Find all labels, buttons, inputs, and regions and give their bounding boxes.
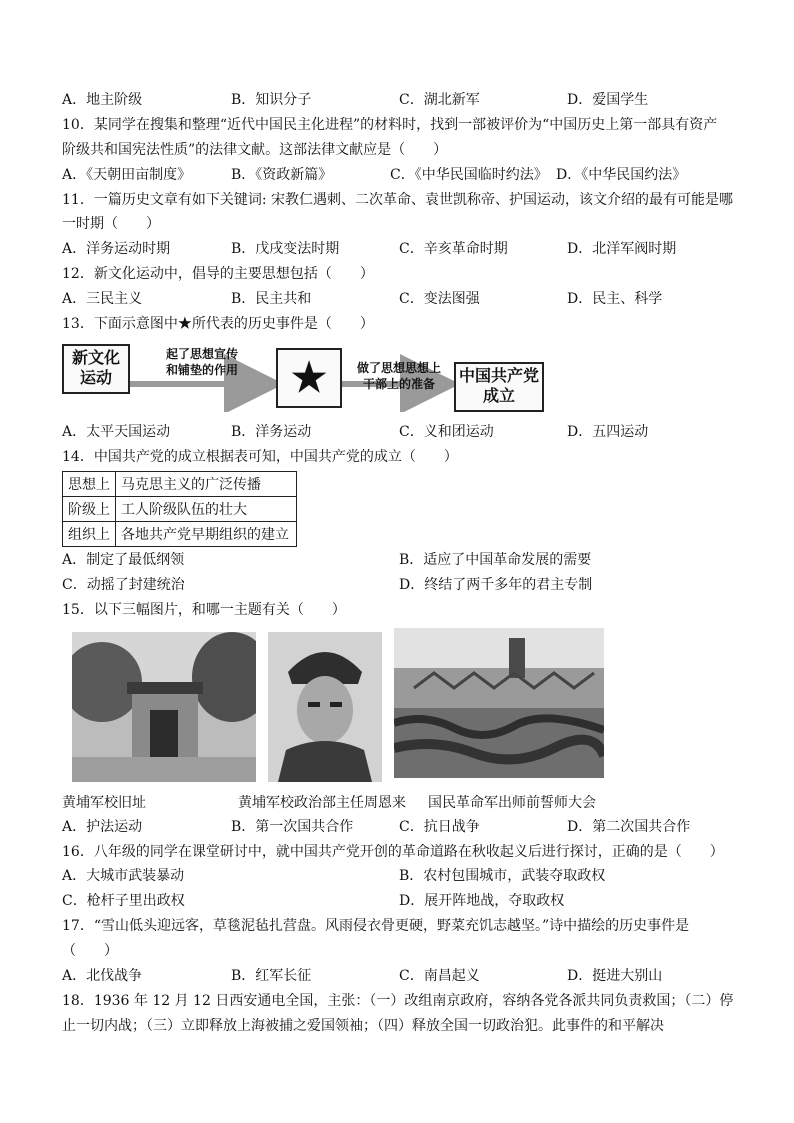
arrow1-label: [142, 346, 262, 378]
q11-option-b: B．戊戌变法时期: [231, 241, 340, 257]
q12-option-d: D．民主、科学: [567, 291, 663, 307]
table-cell: 阶级上: [63, 497, 116, 522]
q12-option-b: B．民主共和: [231, 291, 312, 307]
caption-photo-3: 国民革命军出师前誓师大会: [428, 795, 596, 811]
q15-option-a: A．护法运动: [62, 819, 143, 835]
table-cell: 马克思主义的广泛传播: [116, 472, 297, 497]
q11-option-c: C．辛亥革命时期: [399, 241, 508, 257]
box1-line1: 新文化: [71, 348, 120, 367]
table-row: [63, 497, 297, 522]
q14-stem: 14．中国共产党的成立根据表可知，中国共产党的成立（ ）: [62, 449, 458, 465]
q17-stem-line1: 17．“雪山低头迎远客，草毯泥毡扎营盘。风雨侵衣骨更硬，野菜充饥志越坚。”诗中描绘的历史事件是: [62, 918, 690, 934]
q17-stem-line2: （ ）: [62, 943, 118, 959]
photo-oath-rally: [394, 628, 604, 778]
q9-option-b: B．知识分子: [231, 92, 312, 108]
q9-option-c: C．湖北新军: [399, 92, 480, 108]
table-cell: 各地共产党早期组织的建立: [116, 522, 297, 547]
q16-option-a: A．大城市武装暴动: [62, 868, 185, 884]
q15-stem: 15．以下三幅图片，和哪一主题有关（ ）: [62, 602, 346, 618]
q11-stem-line1: 11．一篇历史文章有如下关键词: 宋教仁遇刺、二次革命、袁世凯称帝、护国运动，该文介绍的最有可能是哪: [62, 192, 733, 208]
q14-option-b: B．适应了中国革命发展的需要: [399, 552, 592, 568]
q13-option-c: C．义和团运动: [399, 424, 494, 440]
q10-option-b: B．《资政新篇》: [231, 167, 333, 183]
q10-stem-line1: 10．某同学在搜集和整理“近代中国民主化进程”的材料时，找到一部被评价为“中国历史上第一部具有资产: [62, 117, 718, 133]
q16-option-b: B．农村包围城市，武装夺取政权: [399, 868, 606, 884]
q16-option-c: C．枪杆子里出政权: [62, 893, 185, 909]
box1-line2: 运动: [79, 368, 112, 387]
q12-option-a: A．三民主义: [62, 291, 143, 307]
box2-line1: 中国共产党: [458, 366, 539, 385]
q13-flow-diagram: [62, 340, 546, 412]
q15-option-d: D．第二次国共合作: [567, 819, 691, 835]
q13-option-b: B．洋务运动: [231, 424, 312, 440]
arrow1-label-line2: 和铺垫的作用: [165, 363, 238, 377]
q14-table: [62, 471, 297, 547]
star-icon: ★: [291, 354, 327, 401]
photo-whampoa-academy-gate: [72, 632, 256, 782]
table-cell: 工人阶级队伍的壮大: [116, 497, 297, 522]
table-cell: 思想上: [63, 472, 116, 497]
q11-stem-line2: 一时期（ ）: [62, 216, 160, 232]
q15-option-b: B．第一次国共合作: [231, 819, 354, 835]
arrow1-label-line1: 起了思想宣传: [165, 347, 238, 361]
arrow2-label-line2: 干部上的准备: [362, 377, 435, 391]
q17-option-d: D．挺进大别山: [567, 968, 663, 984]
q18-stem-line2: 止一切内战；（三）立即释放上海被捕之爱国领袖；（四）释放全国一切政治犯。此事件的和平解决: [62, 1018, 664, 1034]
q13-option-d: D．五四运动: [567, 424, 649, 440]
q13-option-a: A．太平天国运动: [62, 424, 171, 440]
q9-option-d: D．爱国学生: [567, 92, 649, 108]
q10-option-d: D．《中华民国约法》: [556, 167, 687, 183]
q9-option-a: A．地主阶级: [62, 92, 143, 108]
q11-option-d: D．北洋军阀时期: [567, 241, 677, 257]
q11-option-a: A．洋务运动时期: [62, 241, 171, 257]
q14-option-d: D．终结了两千多年的君主专制: [399, 577, 593, 593]
caption-photo-2: 黄埔军校政治部主任周恩来: [238, 795, 406, 811]
star-box: [276, 348, 342, 408]
caption-photo-1: 黄埔军校旧址: [62, 795, 146, 811]
table-row: [63, 472, 297, 497]
arrow2-label-line1: 做了思想思想上: [356, 361, 441, 375]
table-cell: 组织上: [63, 522, 116, 547]
q14-option-c: C．动摇了封建统治: [62, 577, 185, 593]
q13-stem: 13．下面示意图中★所代表的历史事件是（ ）: [62, 316, 374, 332]
q12-stem: 12．新文化运动中，倡导的主要思想包括（ ）: [62, 266, 374, 282]
q10-option-c: C．《中华民国临时约法》: [390, 167, 548, 183]
arrow2-label: [344, 360, 454, 392]
table-row: [63, 522, 297, 547]
q15-option-c: C．抗日战争: [399, 819, 480, 835]
q17-option-b: B．红军长征: [231, 968, 312, 984]
q16-stem: 16．八年级的同学在课堂研讨中，就中国共产党开创的革命道路在秋收起义后进行探讨，正确的是（ ）: [62, 844, 724, 860]
q17-option-c: C．南昌起义: [399, 968, 480, 984]
box-cpc-founding: [454, 362, 544, 412]
photo-zhou-enlai-portrait: [268, 632, 382, 782]
q17-option-a: A．北伐战争: [62, 968, 143, 984]
box2-line2: 成立: [482, 386, 515, 405]
q10-option-a: A．《天朝田亩制度》: [62, 167, 192, 183]
q16-option-d: D．展开阵地战，夺取政权: [399, 893, 565, 909]
q10-stem-line2: 阶级共和国宪法性质”的法律文献。这部法律文献应是（ ）: [62, 142, 448, 158]
q14-option-a: A．制定了最低纲领: [62, 552, 185, 568]
q12-option-c: C．变法图强: [399, 291, 480, 307]
box-new-culture-movement: [62, 344, 130, 394]
q18-stem-line1: 18．1936 年 12 月 12 日西安通电全国，主张：（一）改组南京政府，容纳各党各派共同负责救国；（二）停: [62, 993, 734, 1009]
